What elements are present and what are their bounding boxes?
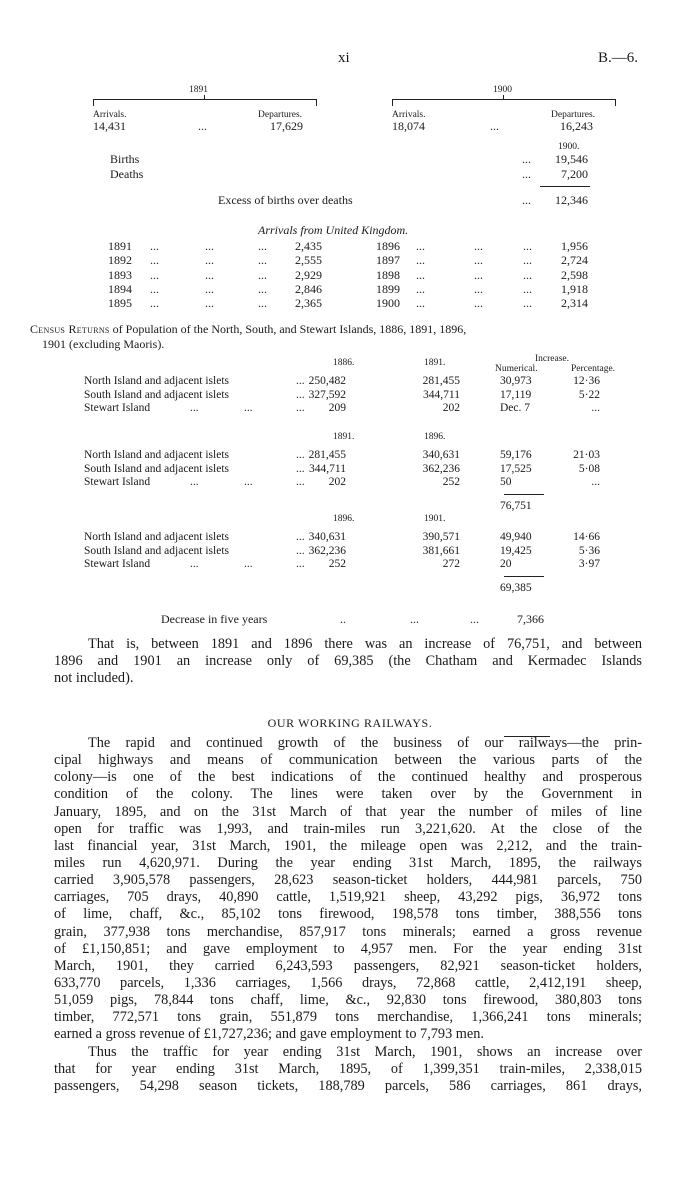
text-line: passengers, 54,298 season tickets, 188,789 parcels, 586 carriages, 861 drays, xyxy=(54,1078,642,1095)
uk-arrivals-value: 2,555 xyxy=(295,253,322,268)
text-line: 1896 and 1901 an increase only of 69,385 (the Chatham and Kermadec Islands xyxy=(54,653,642,670)
excess-births-label: Excess of births over deaths xyxy=(218,193,353,207)
census-increase-percentage: 12·36 xyxy=(573,375,600,387)
uk-arrivals-year: 1893 xyxy=(108,267,132,282)
text-line: 51,059 pigs, 78,844 tons chaff, lime, &c., 92,830 tons firewood, 380,803 tons xyxy=(54,992,642,1009)
census-increase-percentage: 5·36 xyxy=(578,544,600,557)
census-count-b: 252 xyxy=(442,476,460,489)
census-increase-numerical: 19,425 xyxy=(500,544,532,557)
text-line: January, 1895, and on the 31st March of that year the number of miles of line xyxy=(54,803,642,820)
brace-1891 xyxy=(93,99,317,106)
paragraph-railways xyxy=(54,735,642,1044)
text-line: that for year ending 31st March, 1895, of 1,399,351 train-miles, 2,338,015 xyxy=(54,1061,642,1078)
page-number: xi xyxy=(338,50,350,66)
census-region: North Island and adjacent islets xyxy=(84,375,229,387)
census-year-b: 1901. xyxy=(424,514,446,524)
departures-1900-value: 16,243 xyxy=(560,119,593,133)
brace-1900 xyxy=(392,99,616,106)
uk-arrivals-value: 2,846 xyxy=(295,281,322,296)
increase-heading: Increase. xyxy=(535,354,570,364)
births-value: 19,546 xyxy=(555,152,588,166)
year-1891-heading: 1891 xyxy=(189,85,208,95)
census-increase-percentage: 5·08 xyxy=(578,462,600,475)
census-count-b: 344,711 xyxy=(423,388,460,401)
uk-arrivals-value: 2,598 xyxy=(561,267,588,282)
census-increase-percentage: ... xyxy=(591,476,600,489)
census-count-a: 250,482 xyxy=(308,375,346,387)
paragraph-traffic-increase xyxy=(54,1044,642,1095)
census-region: South Island and adjacent islets xyxy=(84,544,229,557)
excess-births-value: 12,346 xyxy=(555,193,588,207)
census-region: North Island and adjacent islets xyxy=(84,449,229,461)
paragraph-population-summary xyxy=(54,636,642,687)
census-region: South Island and adjacent islets xyxy=(84,462,229,475)
census-increase-numerical: 17,525 xyxy=(500,462,532,475)
text-line: carriages, 705 drays, 40,890 cattle, 1,519,921 sheep, 43,292 pigs, 36,972 tons xyxy=(54,889,642,906)
census-year-a: 1886. xyxy=(333,358,355,368)
text-line: Thus the traffic for year ending 31st March, 1901, shows an increase over xyxy=(88,1044,642,1060)
census-region: Stewart Island xyxy=(84,476,151,489)
census-count-a: 281,455 xyxy=(308,449,346,461)
census-region: North Island and adjacent islets xyxy=(84,531,229,543)
census-count-b: 390,571 xyxy=(422,531,460,543)
census-year-a: 1891. xyxy=(333,432,355,442)
arrivals-label-1900: Arrivals. xyxy=(392,110,426,120)
text-line: grain, 377,938 tons merchandise, 857,917 tons minerals; earned a gross revenue xyxy=(54,923,642,940)
text-line: open for traffic was 1,993, and train-miles run 3,221,620. At the close of the xyxy=(54,820,642,837)
uk-arrivals-value: 2,929 xyxy=(295,267,322,282)
census-increase-numerical: 59,176 xyxy=(500,449,532,461)
census-increase-numerical: 30,973 xyxy=(500,375,532,387)
census-count-b: 202 xyxy=(442,402,460,415)
text-line: condition of the colony. The lines were taken over by the Government in xyxy=(54,786,642,803)
uk-arrivals-year: 1898 xyxy=(376,267,400,282)
uk-arrivals-year: 1891 xyxy=(108,239,132,253)
census-increase-numerical: 20 xyxy=(500,558,512,571)
census-count-a: 344,711 xyxy=(309,462,346,475)
census-increase-numerical: 50 xyxy=(500,476,512,489)
census-increase-percentage: 21·03 xyxy=(573,449,600,461)
census-count-b: 340,631 xyxy=(422,449,460,461)
text-line: miles run 4,620,971. During the year ending 31st March, 1895, the railways xyxy=(54,854,642,871)
census-count-a: 340,631 xyxy=(308,531,346,543)
text-line: not included). xyxy=(54,670,134,687)
uk-arrivals-value: 2,435 xyxy=(295,239,322,253)
arrivals-1900-value: 18,074 xyxy=(392,119,425,133)
census-count-b: 381,661 xyxy=(422,544,460,557)
uk-arrivals-value: 2,365 xyxy=(295,296,322,311)
decrease-value: 7,366 xyxy=(517,612,544,626)
uk-arrivals-value: 2,724 xyxy=(561,253,588,268)
text-line: carried 3,905,578 passengers, 28,623 season-ticket holders, 444,981 parcels, 750 xyxy=(54,872,642,889)
text-line: last financial year, 31st March, 1901, the mileage open was 2,212, and the train- xyxy=(54,837,642,854)
text-line: That is, between 1891 and 1896 there was an increase of 76,751, and between xyxy=(88,636,642,652)
census-count-a: 327,592 xyxy=(308,388,346,401)
births-label: Births xyxy=(110,152,140,166)
census-year-b: 1891. xyxy=(424,358,446,368)
census-increase-percentage: 14·66 xyxy=(573,531,600,543)
uk-arrivals-year: 1899 xyxy=(376,281,400,296)
year-1900-heading: 1900 xyxy=(493,85,512,95)
percentage-heading: Percentage. xyxy=(571,364,616,374)
census-block-total: 76,751 xyxy=(500,499,532,512)
census-increase-numerical: 49,940 xyxy=(500,531,532,543)
text-line: The rapid and continued growth of the business of our railways—the prin- xyxy=(88,735,642,751)
census-heading-line2: 1901 (excluding Maoris). xyxy=(42,337,165,351)
census-increase-numerical: 17,119 xyxy=(500,388,532,401)
departures-label-1900: Departures. xyxy=(551,110,596,120)
section-title: OUR WORKING RAILWAYS. xyxy=(267,716,433,730)
census-count-b: 281,455 xyxy=(422,375,460,387)
census-increase-percentage: 5·22 xyxy=(578,388,600,401)
text-line: March, 1901, they carried 6,243,593 passengers, 82,921 season-ticket holders, xyxy=(54,957,642,974)
decrease-label: Decrease in five years xyxy=(161,612,268,626)
text-line: earned a gross revenue of £1,727,236; and gave employment to 7,793 men. xyxy=(54,1026,484,1043)
census-count-b: 272 xyxy=(442,558,460,571)
uk-arrivals-value: 1,918 xyxy=(561,281,588,296)
census-year-b: 1896. xyxy=(424,432,446,442)
text-line: colony—is one of the best indications of the continued healthy and prosperous xyxy=(54,769,642,786)
census-heading: Census Returns of Population of the North, South, and Stewart Islands, 1886, 1891, 1896, xyxy=(30,322,467,336)
census-count-a: 362,236 xyxy=(308,544,346,557)
census-count-a: 209 xyxy=(328,402,346,415)
text-line: of £1,150,851; and gave employment to 4,957 men. For the year ending 31st xyxy=(54,940,642,957)
census-increase-percentage: ... xyxy=(591,402,600,415)
report-reference: B.—6. xyxy=(598,50,639,66)
numerical-heading: Numerical. xyxy=(495,364,538,374)
uk-arrivals-year: 1894 xyxy=(108,281,132,296)
census-year-a: 1896. xyxy=(333,514,355,524)
uk-arrivals-year: 1895 xyxy=(108,296,132,311)
deaths-value: 7,200 xyxy=(561,167,588,181)
census-region: Stewart Island xyxy=(84,402,151,415)
census-region: South Island and adjacent islets xyxy=(84,388,229,401)
uk-arrivals-value: 1,956 xyxy=(561,239,588,253)
text-line: of lime, chaff, &c., 85,102 tons firewood, 198,578 tons timber, 388,556 tons xyxy=(54,906,642,923)
departures-1891-value: 17,629 xyxy=(270,119,303,133)
text-line: timber, 772,571 tons grain, 551,879 tons merchandise, 1,366,241 tons minerals; xyxy=(54,1009,642,1026)
text-line: 633,770 parcels, 1,336 carriages, 1,566 drays, 72,868 cattle, 2,412,191 sheep, xyxy=(54,974,642,991)
deaths-label: Deaths xyxy=(110,167,144,181)
census-increase-percentage: 3·97 xyxy=(578,558,600,571)
census-block-total: 69,385 xyxy=(500,581,532,594)
uk-arrivals-year: 1892 xyxy=(108,253,132,268)
arrivals-label-1891: Arrivals. xyxy=(93,110,127,120)
text-line: cipal highways and means of communication between the various parts of the xyxy=(54,752,642,769)
uk-arrivals-year: 1900 xyxy=(376,296,400,311)
census-region: Stewart Island xyxy=(84,558,151,571)
census-count-a: 202 xyxy=(328,476,346,489)
uk-arrivals-year: 1896 xyxy=(376,239,400,253)
uk-arrivals-value: 2,314 xyxy=(561,296,588,311)
census-count-a: 252 xyxy=(328,558,346,571)
census-increase-numerical: Dec. 7 xyxy=(500,402,531,415)
uk-arrivals-title: Arrivals from United Kingdom. xyxy=(258,223,409,237)
arrivals-1891-value: 14,431 xyxy=(93,119,126,133)
census-count-b: 362,236 xyxy=(422,462,460,475)
births-year-heading: 1900. xyxy=(558,142,580,152)
departures-label-1891: Departures. xyxy=(258,110,303,120)
uk-arrivals-year: 1897 xyxy=(376,253,400,268)
